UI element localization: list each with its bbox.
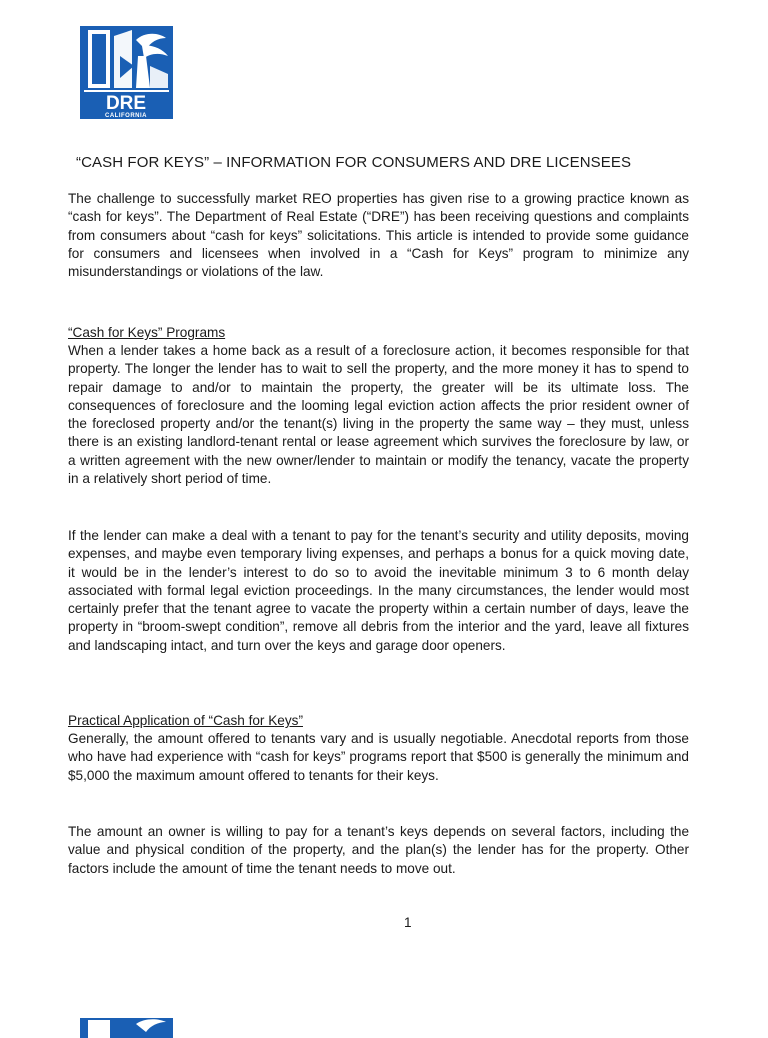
- section1-paragraph-2: If the lender can make a deal with a tenant to pay for the tenant’s security and utility deposits, moving expenses, and maybe even temporary living expenses, and perhaps a bonus for a quick moving date, it would be in the lender’s interest to do so to avoid the inevitable minimum 3 to 6 month delay associated with formal legal eviction proceedings. In the many circumstances, the lender would most certainly prefer that the tenant agree to vacate the property within a certain number of days, leave the property in “broom-swept condition”, remove all debris from the interior and the yard, leave all fixtures and landscaping intact, and turn over the keys and garage door openers.: [68, 528, 689, 653]
- section-heading-practical-application: Practical Application of “Cash for Keys”: [68, 713, 303, 728]
- section1-paragraph-1: When a lender takes a home back as a result of a foreclosure action, it becomes responsible for that property. The longer the lender has to wait to sell the property, and the more money it has to spend to repair damage to and/or to maintain the property, the greater will be its ultimate loss. The consequences of foreclosure and the looming legal eviction action affects the prior resident owner of the foreclosed property and/or the tenant(s) living in the property the same way – they must, unless there is an existing landlord-tenant rental or lease agreement which survives the foreclosure by law, or a written agreement with the new owner/lender to maintain or modify the tenancy, vacate the property in a relatively short period of time.: [68, 343, 689, 487]
- section2-paragraph-2: The amount an owner is willing to pay for a tenant’s keys depends on several factors, including the value and physical condition of the property, and the plan(s) the lender has for the property. Other factors include the amount of time the tenant needs to move out.: [68, 824, 689, 876]
- section-heading-cash-for-keys-programs: “Cash for Keys” Programs: [68, 325, 226, 340]
- document-title: “CASH FOR KEYS” – INFORMATION FOR CONSUMERS AND DRE LICENSEES: [76, 154, 632, 171]
- logo-california-text: CALIFORNIA: [105, 113, 147, 119]
- intro-paragraph: The challenge to successfully market REO properties has given rise to a growing practice known as “cash for keys”. The Department of Real Estate (“DRE”) has been receiving questions and complaints from consumers about “cash for keys” solicitations. This article is intended to provide some guidance for consumers and licensees when involved in a “Cash for Keys” program to minimize any misunderstandings or violations of the law.: [68, 191, 689, 280]
- logo-dre-text: DRE: [105, 93, 147, 114]
- page-number: 1: [404, 915, 412, 930]
- next-page-logo-fragment: [80, 1018, 173, 1038]
- dre-california-logo: [80, 26, 173, 119]
- section2-paragraph-1: Generally, the amount offered to tenants vary and is usually negotiable. Anecdotal reports from those who have had experience with “cash for keys” programs report that $500 is generally the minimum and $5,000 the maximum amount offered to tenants for their keys.: [68, 731, 689, 783]
